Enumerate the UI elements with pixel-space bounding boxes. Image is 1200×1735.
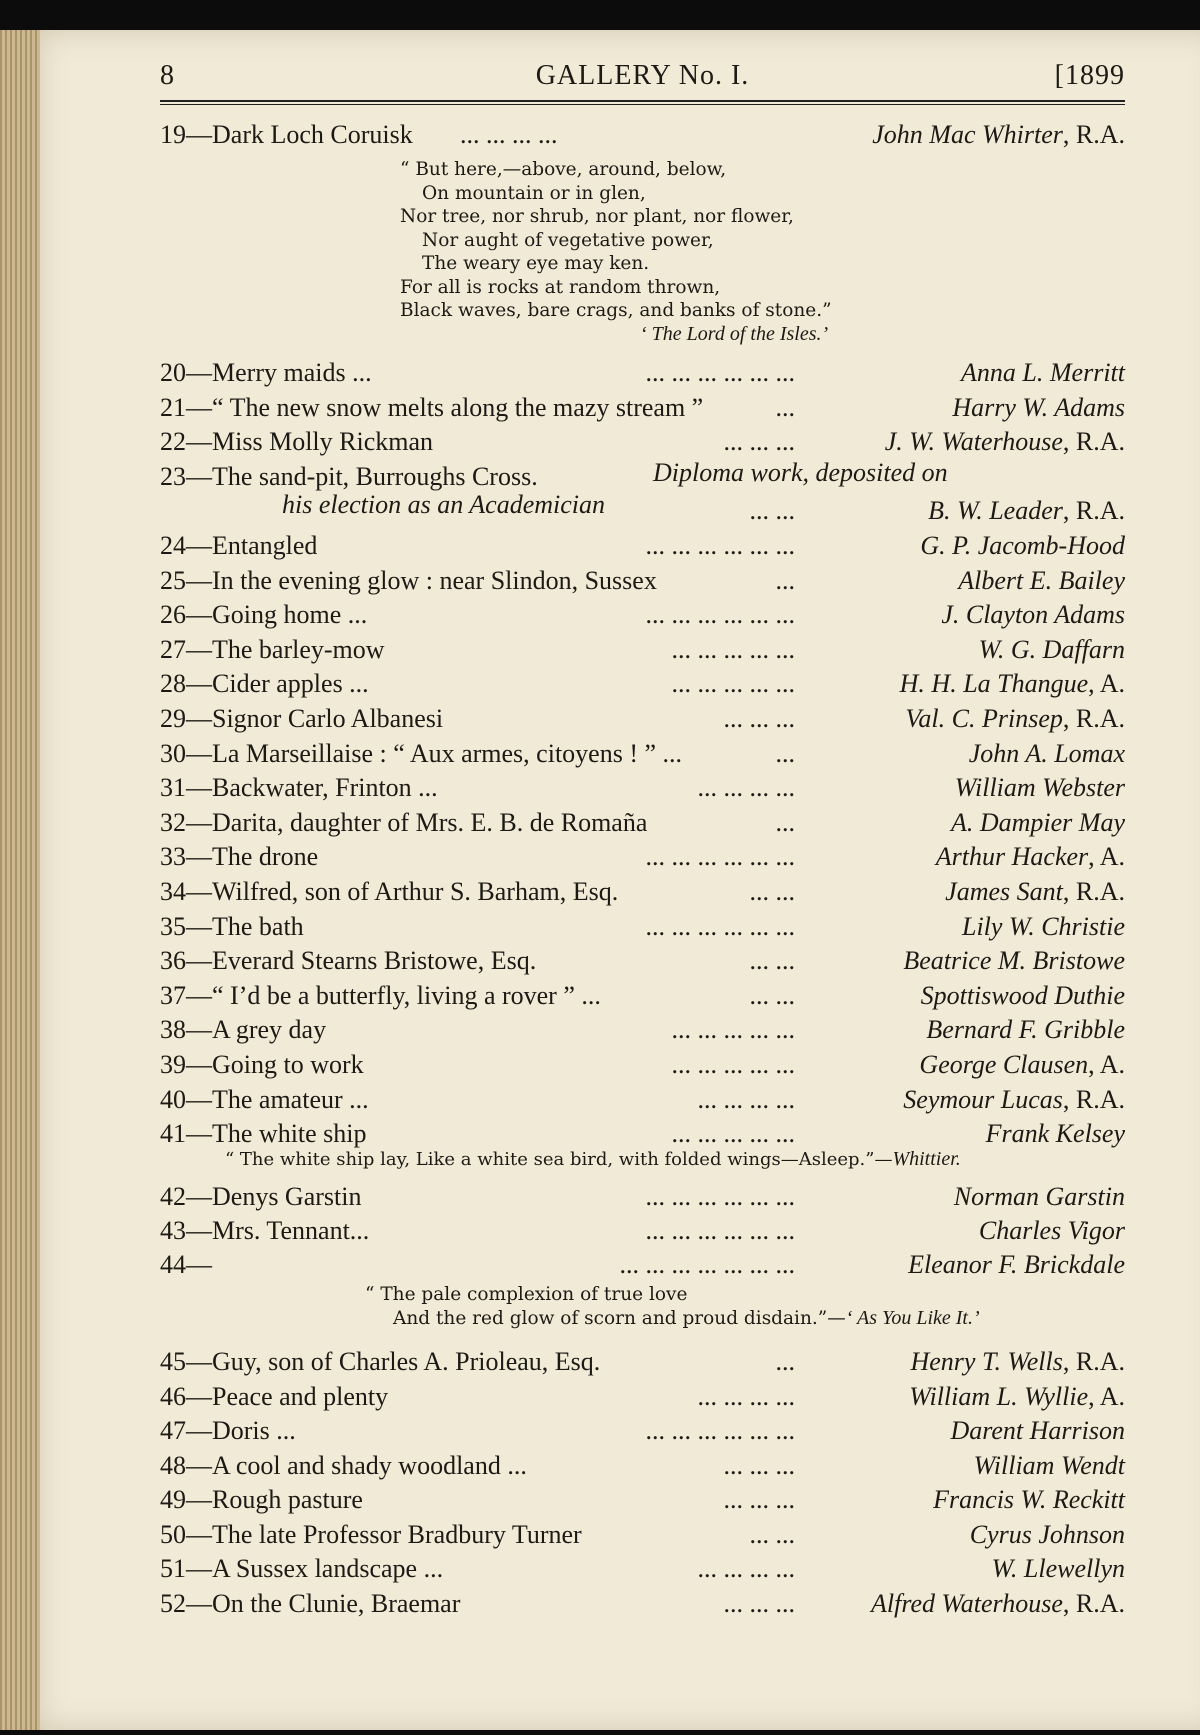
running-header: [160, 60, 1125, 100]
entry-title: 35—The bath: [160, 911, 304, 941]
entry-artist: Charles Vigor: [978, 1216, 1125, 1245]
dot-leaders: ...: [775, 1347, 795, 1376]
catalogue-entry: [160, 1414, 1125, 1448]
catalogue-entry: [160, 1117, 1125, 1151]
entry-title: 31—Backwater, Frinton ...: [160, 773, 438, 803]
catalogue-entry: [160, 1552, 1125, 1586]
catalogue-entry: [160, 806, 1125, 840]
entry-artist: Cyrus Johnson: [969, 1519, 1125, 1549]
dot-leaders: ... ... ... ...: [697, 1381, 795, 1411]
entry-title: 44—: [160, 1250, 212, 1279]
catalogue-entry: [160, 425, 1125, 459]
entry-title: 21—“ The new snow melts along the mazy stream ”: [160, 392, 704, 422]
dot-leaders: ... ... ... ... ... ...: [645, 1216, 795, 1245]
dot-leaders: ... ... ...: [723, 1588, 795, 1618]
entry-title: 28—Cider apples ...: [160, 669, 369, 699]
catalogue-entry: [160, 564, 1125, 598]
entry-title: 23—The sand-pit, Burroughs Cross.: [160, 461, 538, 491]
entry-artist: Alfred Waterhouse, R.A.: [871, 1588, 1125, 1618]
dot-leaders: ... ... ... ...: [460, 120, 558, 149]
entry-title: 29—Signor Carlo Albanesi: [160, 704, 444, 733]
entry-title: 32—Darita, daughter of Mrs. E. B. de Romaña: [160, 807, 648, 837]
entry-title: 49—Rough pasture: [160, 1485, 363, 1514]
dot-leaders: ...: [775, 807, 795, 837]
entry-artist: Val. C. Prinsep, R.A.: [905, 704, 1125, 733]
entry-title: 40—The amateur ...: [160, 1084, 369, 1114]
catalogue-entry: [160, 910, 1125, 944]
dot-leaders: ... ... ...: [723, 1450, 795, 1480]
dot-leaders: ...: [775, 565, 795, 595]
quote-line: “ But here,—above, around, below,: [400, 159, 727, 180]
entry-title: 20—Merry maids ...: [160, 358, 372, 387]
catalogue-entry: [160, 737, 1125, 771]
catalogue-entry: [160, 633, 1125, 667]
entry-23-diploma-note: Diploma work, deposited on: [653, 458, 948, 487]
dot-leaders: ... ...: [749, 1519, 795, 1549]
dot-leaders: ...: [775, 392, 795, 422]
catalogue-entry: [160, 875, 1125, 909]
catalogue-entry: [160, 1083, 1125, 1117]
quote-line: Nor tree, nor shrub, nor plant, nor flower,: [400, 206, 794, 227]
dot-leaders: ... ...: [749, 877, 795, 906]
entry-artist: Norman Garstin: [953, 1182, 1125, 1211]
catalogue-entry: [160, 771, 1125, 805]
entry-artist: John Mac Whirter, R.A.: [872, 120, 1125, 149]
dot-leaders: ... ... ... ...: [697, 773, 795, 803]
header-rule: [160, 100, 1125, 102]
dot-leaders: ... ... ... ... ...: [671, 1015, 795, 1045]
dot-leaders: ... ... ... ... ... ...: [645, 1416, 795, 1445]
dot-leaders: ... ... ... ... ... ...: [645, 911, 795, 941]
page-number: 8: [160, 60, 175, 91]
entry-artist: G. P. Jacomb-Hood: [920, 531, 1125, 560]
quote-line: Nor aught of vegetative power,: [422, 229, 714, 251]
entry-title: 42—Denys Garstin: [160, 1182, 362, 1211]
entry-artist: Arthur Hacker, A.: [935, 842, 1125, 872]
dot-leaders: ... ... ... ... ... ...: [645, 1182, 795, 1211]
catalogue-entry: [160, 1518, 1125, 1552]
entry-title: 27—The barley-mow: [160, 634, 385, 664]
dot-leaders: ... ... ...: [723, 1485, 795, 1514]
entry-title: 45—Guy, son of Charles A. Prioleau, Esq.: [160, 1347, 601, 1376]
dot-leaders: ... ... ... ... ... ... ...: [619, 1250, 795, 1279]
dot-leaders: ... ... ... ... ...: [671, 1050, 795, 1079]
entry-artist: J. W. Waterhouse, R.A.: [884, 427, 1125, 457]
entry-title: 22—Miss Molly Rickman: [160, 427, 434, 457]
dot-leaders: ... ... ... ... ... ...: [645, 531, 795, 560]
dot-leaders: ... ...: [749, 496, 795, 526]
catalogue-entry: [160, 1483, 1125, 1517]
dot-leaders: ... ... ... ... ...: [671, 669, 795, 699]
entry-artist: B. W. Leader, R.A.: [928, 496, 1125, 526]
quote-source: ‘ As You Like It.’: [845, 1306, 980, 1329]
quote-line: For all is rocks at random thrown,: [400, 276, 721, 298]
entry-title: 38—A grey day: [160, 1015, 327, 1045]
entry-title: 51—A Sussex landscape ...: [160, 1554, 444, 1583]
entry-title: 48—A cool and shady woodland ...: [160, 1450, 527, 1480]
entry-title: 41—The white ship: [160, 1119, 367, 1149]
entry-artist: John A. Lomax: [968, 738, 1125, 768]
catalogue-entry: [160, 1048, 1125, 1082]
entry-artist: Spottiswood Duthie: [920, 980, 1125, 1010]
catalogue-entry: [160, 944, 1125, 978]
catalogue-entry: [160, 118, 1125, 152]
entry-artist: H. H. La Thangue, A.: [899, 669, 1125, 699]
catalogue-entry: [160, 1013, 1125, 1047]
entry-artist: Albert E. Bailey: [958, 565, 1125, 595]
dot-leaders: ... ...: [749, 946, 795, 976]
quote-line: And the red glow of scorn and proud disdain.”—: [393, 1307, 846, 1329]
catalogue-entry: [160, 1587, 1125, 1621]
quote-line: The weary eye may ken.: [422, 253, 650, 274]
catalogue-entry: [160, 840, 1125, 874]
dot-leaders: ... ... ... ...: [697, 1554, 795, 1583]
catalogue-entry: [160, 356, 1125, 390]
catalogue-entry: [160, 979, 1125, 1013]
entry-artist: Lily W. Christie: [961, 911, 1125, 941]
catalogue-entry: [160, 702, 1125, 736]
entry-title: 47—Doris ...: [160, 1416, 296, 1445]
entry-title: 24—Entangled: [160, 531, 318, 560]
dot-leaders: ... ... ...: [723, 704, 795, 733]
catalogue-entry: [160, 1180, 1125, 1214]
year: [1899: [1054, 60, 1125, 91]
entry-title: 52—On the Clunie, Braemar: [160, 1588, 461, 1618]
entry-artist: Harry W. Adams: [952, 392, 1125, 422]
dot-leaders: ... ... ... ... ...: [671, 1119, 795, 1149]
entry-artist: Henry T. Wells, R.A.: [910, 1347, 1125, 1376]
entry-artist: Eleanor F. Brickdale: [908, 1250, 1125, 1279]
entry-title: 30—La Marseillaise : “ Aux armes, citoyens ! ” ...: [160, 738, 683, 768]
entry-title: 46—Peace and plenty: [160, 1381, 389, 1411]
quote-white-ship: “ The white ship lay, Like a white sea bird, with folded wings—Asleep.”—Whittier.: [225, 1148, 961, 1170]
dot-leaders: ... ... ...: [723, 427, 795, 457]
catalogue-entry: [160, 598, 1125, 632]
catalogue-entry: [160, 1449, 1125, 1483]
entry-artist: William Wendt: [973, 1450, 1125, 1480]
entry-title: 50—The late Professor Bradbury Turner: [160, 1519, 582, 1549]
catalogue-entry: [160, 1345, 1125, 1379]
entry-artist: William L. Wyllie, A.: [909, 1381, 1125, 1411]
catalogue-entry: [160, 1248, 1125, 1282]
entry-artist: James Sant, R.A.: [945, 877, 1125, 906]
entry-title: 25—In the evening glow : near Slindon, Sussex: [160, 565, 657, 595]
entry-artist: W. Llewellyn: [991, 1554, 1125, 1583]
entry-title: 19—Dark Loch Coruisk: [160, 120, 413, 149]
entry-artist: J. Clayton Adams: [941, 600, 1125, 630]
catalogue-entry: [160, 529, 1125, 563]
catalogue-entry: [160, 1214, 1125, 1248]
dot-leaders: ...: [775, 738, 795, 768]
gallery-title: GALLERY No. I.: [535, 60, 750, 91]
entry-artist: Frank Kelsey: [985, 1119, 1125, 1149]
header-rule-thin: [160, 104, 1125, 105]
entry-artist: W. G. Daffarn: [978, 634, 1125, 664]
dot-leaders: ... ... ... ...: [697, 1084, 795, 1114]
book-page-edges: [0, 30, 40, 1730]
entry-artist: Anna L. Merritt: [961, 358, 1125, 387]
entry-artist: Beatrice M. Bristowe: [903, 946, 1125, 976]
quote-line: Black waves, bare crags, and banks of stone.”: [400, 300, 832, 321]
entry-23-election-note: his election as an Academician: [282, 490, 606, 519]
entry-artist: Francis W. Reckitt: [933, 1485, 1125, 1514]
entry-title: 33—The drone: [160, 842, 319, 872]
dot-leaders: ... ... ... ... ...: [671, 634, 795, 664]
entry-title: 26—Going home ...: [160, 600, 368, 630]
dot-leaders: ... ... ... ... ... ...: [645, 358, 795, 387]
catalogue-entry: [160, 667, 1125, 701]
entry-artist: Darent Harrison: [950, 1416, 1125, 1445]
quote-lord-of-isles: [400, 158, 832, 346]
dot-leaders: ... ... ... ... ... ...: [645, 600, 795, 630]
catalogue-entry: [160, 391, 1125, 425]
entry-artist: Bernard F. Gribble: [926, 1015, 1125, 1045]
entry-title: 37—“ I’d be a butterfly, living a rover ” ...: [160, 980, 601, 1010]
quote-source: ‘ The Lord of the Isles.’: [640, 322, 829, 345]
entry-title: 43—Mrs. Tennant...: [160, 1216, 370, 1245]
entry-artist: William Webster: [954, 773, 1125, 803]
quote-line: “ The pale complexion of true love: [365, 1284, 688, 1305]
entry-artist: Seymour Lucas, R.A.: [903, 1084, 1125, 1114]
dot-leaders: ... ...: [749, 980, 795, 1010]
entry-artist: A. Dampier May: [950, 807, 1125, 837]
entry-artist: George Clausen, A.: [919, 1050, 1125, 1079]
quote-line: On mountain or in glen,: [422, 182, 646, 204]
entry-title: 36—Everard Stearns Bristowe, Esq.: [160, 946, 537, 976]
dot-leaders: ... ... ... ... ... ...: [645, 842, 795, 872]
entry-title: 34—Wilfred, son of Arthur S. Barham, Esq.: [160, 877, 619, 906]
catalogue-entry: [160, 1380, 1125, 1414]
entry-title: 39—Going to work: [160, 1050, 364, 1079]
quote-as-you-like-it: [365, 1283, 980, 1330]
